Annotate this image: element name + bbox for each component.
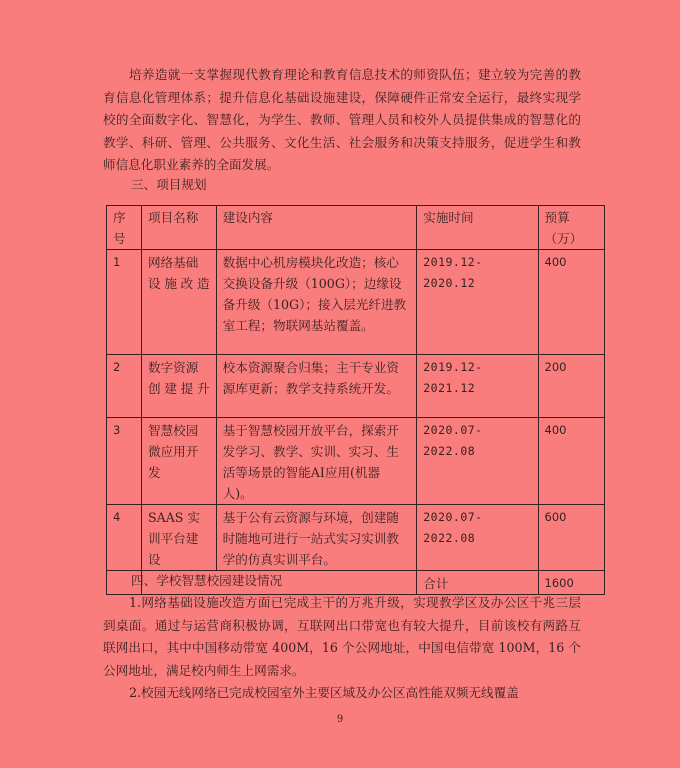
row-content: 基于公有云资源与环境，创建随时随地可进行一站式实习实训教学的仿真实训平台。 [216,505,417,571]
row-content: 校本资源聚合归集；主干专业资源库更新；教学支持系统开发。 [216,355,417,418]
row-no: 4 [107,505,142,571]
header-name: 项目名称 [141,206,216,250]
table-row [107,355,605,418]
row-no: 1 [107,250,142,355]
row-name: 网络基础设施改造 [141,250,216,355]
row-no: 2 [107,355,142,418]
project-plan-table [106,205,605,595]
row-no: 3 [107,418,142,505]
header-no: 序号 [107,206,142,250]
row-budget: 600 [538,505,605,571]
row-budget: 200 [538,355,605,418]
row-period: 2020.07-2022.08 [417,505,538,571]
header-budget: 预算（万） [538,206,605,250]
header-period: 实施时间 [417,206,538,250]
row-name: 数字资源创建提升 [141,355,216,418]
total-value: 1600 [538,571,605,595]
table-row [107,250,605,355]
intro-paragraph: 培养造就一支掌握现代教育理论和教育信息技术的师资队伍；建立较为完善的教育信息化管理体系；提升信息化基础设施建设，保障硬件正常安全运行，最终实现学校的全面数字化、智慧化，为学生、教师、管理人员和校外人员提供集成的智慧化的教学、科研、管理、公共服务、文化生活、社会服务和决策支持服务，促进学生和教师信息化职业素养的全面发展。 [103,67,581,172]
page-number: 9 [336,714,344,725]
row-content: 数据中心机房模块化改造；核心交换设备升级（100G）；边缘设备升级（10G）；接入层光纤进教室工程；物联网基站覆盖。 [216,250,417,355]
table-header-row [107,206,605,250]
table-row [107,505,605,571]
section-3-heading: 三、项目规划 [131,177,207,192]
row-budget: 400 [538,418,605,505]
item-1-paragraph: 1.网络基础设施改造方面已完成主干的万兆升级，实现教学区及办公区千兆三层到桌面。通过与运营商积极协调，互联网出口带宽也有较大提升，目前该校有两路互联网出口，其中中国移动带宽 400M，16 个公网地址，中国电信带宽 100M，16 个公网地址，满足校内师生上网需求。 [103,595,581,678]
row-period: 2019.12-2020.12 [417,250,538,355]
total-label: 合计 [417,571,538,595]
row-period: 2019.12-2021.12 [417,355,538,418]
row-budget: 400 [538,250,605,355]
row-content: 基于智慧校园开放平台，探索开发学习、教学、实训、实习、生活等场景的智能AI应用(机器人)。 [216,418,417,505]
section-4-heading: 四、学校智慧校园建设情况 [131,573,283,588]
row-period: 2020.07-2022.08 [417,418,538,505]
header-content: 建设内容 [216,206,417,250]
row-name: 智慧校园微应用开发 [141,418,216,505]
row-name: SAAS 实训平台建设 [141,505,216,571]
item-2-paragraph: 2.校园无线网络已完成校园室外主要区域及办公区高性能双频无线覆盖 [129,685,519,700]
table-row [107,418,605,505]
